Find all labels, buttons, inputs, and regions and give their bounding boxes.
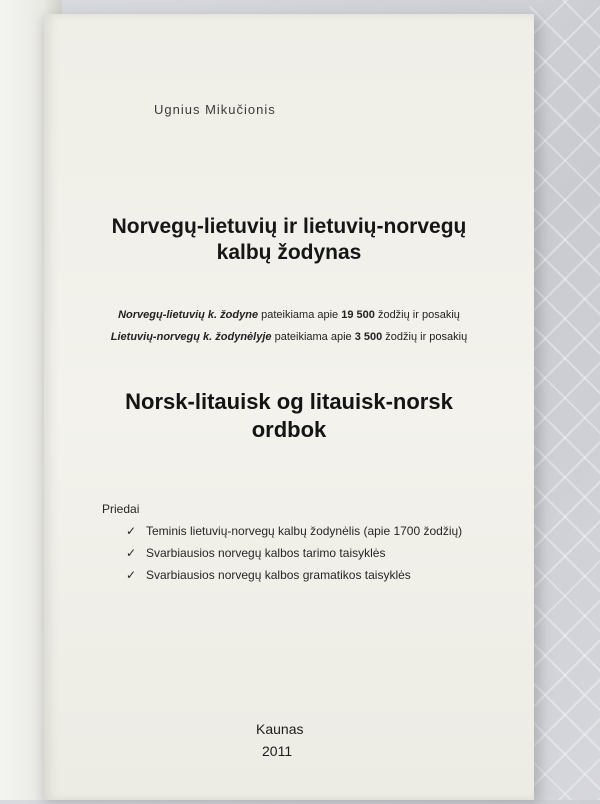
quilted-background [530, 0, 600, 800]
appendix-item [102, 568, 522, 582]
city-name: Kaunas [256, 721, 304, 737]
description-middle: pateikiama apie [258, 309, 342, 321]
check-mark-icon: ✓ [126, 524, 137, 538]
description-count: 3 500 [354, 331, 383, 343]
publication-year: 2011 [262, 743, 293, 759]
appendix-item-text: Svarbiausios norvegų kalbos gramatikos taisyklės [146, 568, 411, 582]
description-line [44, 304, 534, 326]
description-tail: žodžių ir posakių [382, 331, 468, 343]
appendix-item-text: Svarbiausios norvegų kalbos tarimo taisyklės [146, 546, 386, 560]
appendix-item-text: Teminis lietuvių-norvegų kalbų žodynėlis (apie 1700 žodžių) [146, 524, 463, 538]
title-norwegian-line1: Norsk-litauisk og litauisk-norsk [125, 389, 453, 414]
title-norwegian-line2: ordbok [251, 417, 327, 442]
description-tail: žodžių ir posakių [374, 309, 460, 321]
title-norwegian [44, 388, 534, 444]
description-lead: Lietuvių-norvegų k. žodynėlyje [110, 331, 272, 343]
appendix-label: Priedai [102, 502, 140, 516]
title-page [44, 14, 534, 800]
dictionary-descriptions [44, 304, 534, 348]
description-middle: pateikiama apie [271, 331, 355, 343]
appendix-item [102, 524, 522, 538]
check-mark-icon: ✓ [126, 546, 137, 560]
description-count: 19 500 [341, 309, 375, 321]
appendix-section [102, 502, 522, 590]
title-lithuanian-line2: kalbų žodynas [216, 241, 362, 264]
appendix-item [102, 546, 522, 560]
title-lithuanian [44, 214, 534, 266]
title-lithuanian-line1: Norvegų-lietuvių ir lietuvių-norvegų [111, 215, 467, 238]
author-name: Ugnius Mikučionis [154, 102, 276, 117]
description-line [44, 326, 534, 348]
publication-place [44, 718, 534, 762]
description-lead: Norvegų-lietuvių k. žodyne [118, 309, 259, 321]
check-mark-icon: ✓ [126, 568, 137, 582]
